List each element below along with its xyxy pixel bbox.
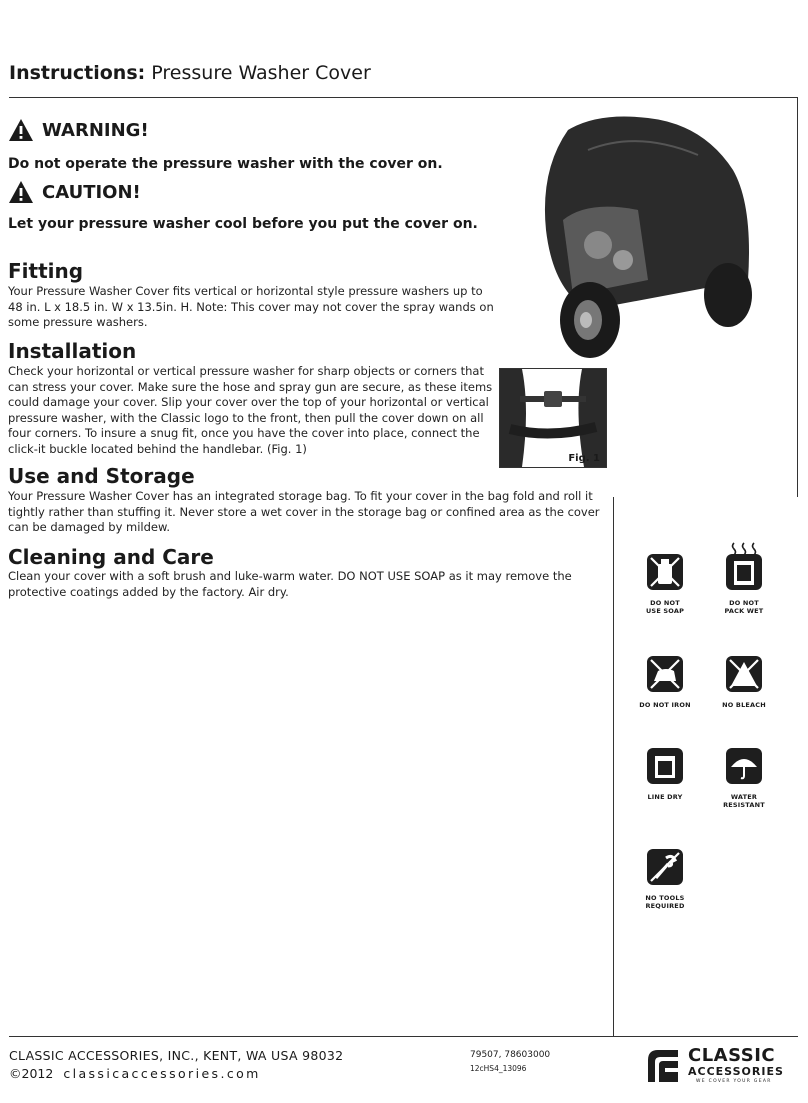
figure-1-buckle — [499, 368, 607, 468]
caution-text: Let your pressure washer cool before you put the cover on. — [8, 216, 478, 232]
cleaning-heading: Cleaning and Care — [8, 545, 214, 569]
storage-text: Your Pressure Washer Cover has an integrated storage bag. To fit your cover in the bag fold and roll it tightly rather than stuffing it. Never store a wet cover in the storage bag or confined area as the cover can be damaged by mildew. — [8, 489, 600, 534]
no-tools-icon — [646, 848, 684, 886]
care-do-not-pack-wet: DO NOT PACK WET — [709, 541, 779, 615]
care-line-dry: LINE DRY — [630, 747, 700, 801]
care-do-not-iron: DO NOT IRON — [630, 655, 700, 709]
care-column-divider — [613, 497, 614, 1037]
page-title: Instructions: Pressure Washer Cover — [9, 62, 371, 84]
warning-text: Do not operate the pressure washer with the cover on. — [8, 156, 443, 172]
cleaning-text: Clean your cover with a soft brush and luke-warm water. DO NOT USE SOAP as it may remove the protective coatings added by the factory. Air dry. — [8, 569, 572, 599]
water-resistant-icon — [725, 747, 763, 785]
logo-mark-icon — [644, 1046, 682, 1084]
installation-text: Check your horizontal or vertical pressure washer for sharp objects or corners that can stress your cover. Make sure the hose and spray gun are secure, as these items could damage your cover. Slip your cover over the top of your horizontal or vertical pressure washer, with the Classic logo to the front, then pull the cover down on all four corners. To insure a snug fit, once you have the cover into place, connect the click-it buckle located behind the handlebar. (Fig. 1) — [8, 364, 493, 456]
figure-label: Fig. 1 — [568, 453, 600, 464]
warning-heading: WARNING! — [8, 118, 149, 142]
document-code: 12cHS4_13096 — [470, 1064, 527, 1073]
no-iron-icon — [646, 655, 684, 693]
classic-accessories-logo — [644, 1045, 784, 1087]
fitting-heading: Fitting — [8, 259, 84, 283]
logo-line2: ACCESSORIES — [688, 1065, 784, 1078]
website-link[interactable]: classicaccessories.com — [63, 1066, 261, 1081]
no-pack-wet-icon — [725, 541, 763, 591]
right-border — [797, 97, 798, 497]
care-water-resistant: WATER RESISTANT — [709, 747, 779, 809]
care-no-bleach: NO BLEACH — [709, 655, 779, 709]
covered-pressure-washer-image — [528, 110, 756, 360]
product-codes: 79507, 78603000 — [470, 1050, 551, 1060]
fitting-text: Your Pressure Washer Cover fits vertical or horizontal style pressure washers up to 48 in. L x 18.5 in. W x 13.5in. H. Note: This cover may not cover the spray wands on some pressure washers. — [8, 284, 494, 329]
caution-heading: CAUTION! — [8, 180, 141, 204]
warning-icon — [8, 118, 34, 142]
no-soap-icon — [646, 553, 684, 591]
no-bleach-icon — [725, 655, 763, 693]
copyright-line: ©2012 classicaccessories.com — [9, 1066, 261, 1081]
installation-heading: Installation — [8, 339, 137, 363]
company-address: CLASSIC ACCESSORIES, INC., KENT, WA USA 98032 — [9, 1048, 344, 1063]
line-dry-icon — [646, 747, 684, 785]
footer-rule — [9, 1036, 798, 1037]
logo-tagline: WE COVER YOUR GEAR — [696, 1079, 772, 1084]
logo-line1: CLASSIC — [688, 1045, 776, 1066]
caution-icon — [8, 180, 34, 204]
care-no-tools-required: NO TOOLS REQUIRED — [630, 848, 700, 910]
storage-heading: Use and Storage — [8, 464, 195, 488]
header-rule — [9, 97, 798, 98]
care-do-not-use-soap: DO NOT USE SOAP — [630, 553, 700, 615]
